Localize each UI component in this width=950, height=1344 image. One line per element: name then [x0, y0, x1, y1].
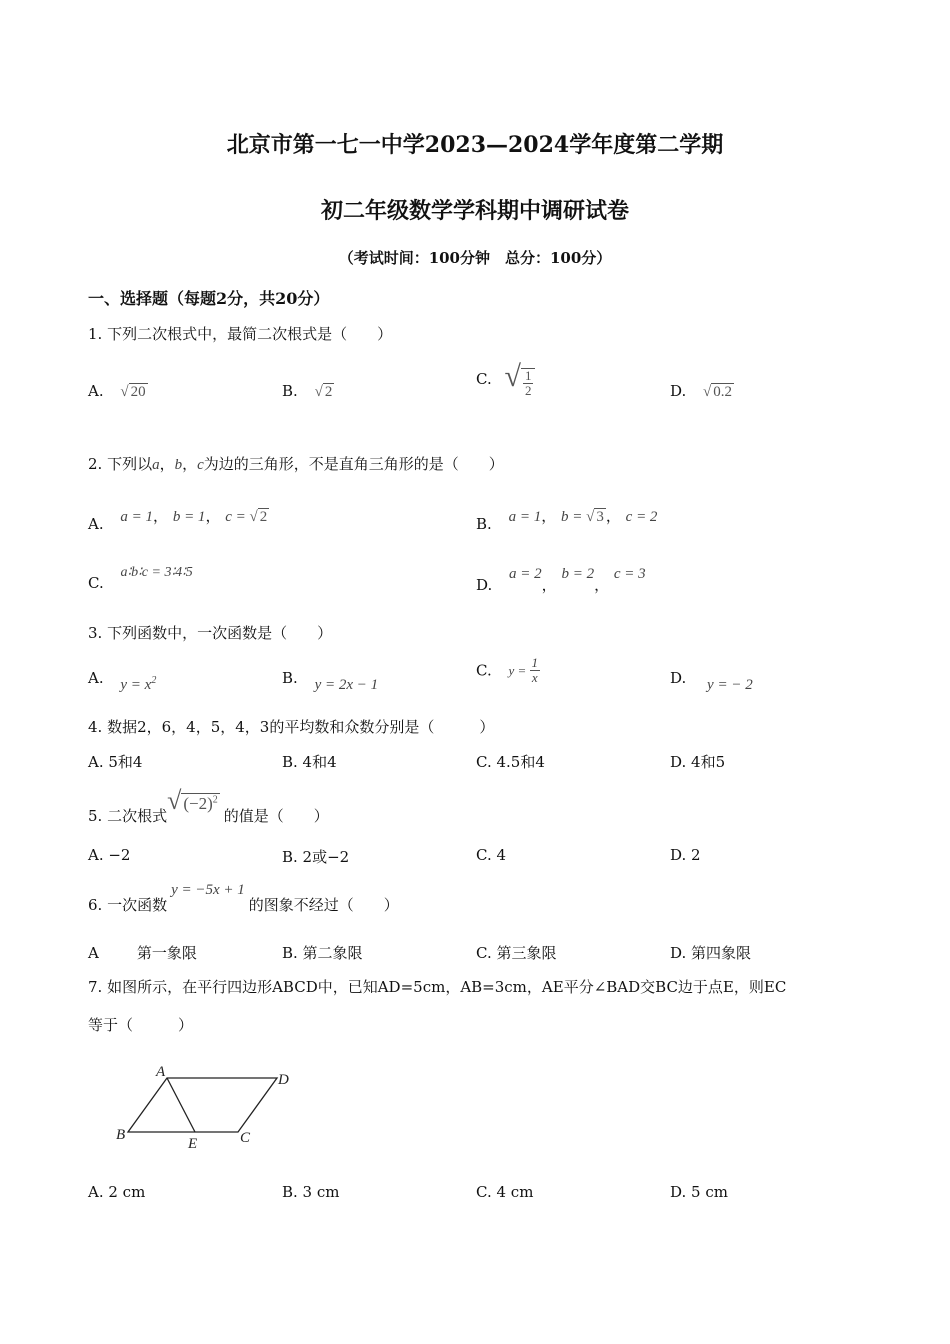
math-term: c =: [225, 509, 250, 525]
comma: ，: [205, 507, 221, 525]
sqrt-expression: √ 20: [120, 384, 146, 400]
fraction: [523, 369, 534, 398]
math-term: a∶b∶c = 3∶4∶5: [120, 565, 193, 580]
radicand: 3: [596, 509, 604, 525]
var-c: c: [197, 457, 204, 473]
option-label: B.: [282, 382, 298, 400]
q5-option-a: A. −2: [88, 846, 131, 864]
stem-text: 5. 二次根式: [88, 807, 168, 825]
stem-text: 的图象不经过（ ）: [248, 896, 399, 914]
q2-option-a: [88, 505, 269, 533]
option-label: D.: [670, 669, 687, 687]
math-term: [120, 677, 156, 693]
q7-option-a: A. 2 cm: [88, 1183, 146, 1201]
sqrt-expression: √ 2: [249, 509, 268, 525]
q4-option-b: B. 4和4: [282, 753, 337, 771]
q4-option-d: D. 4和5: [670, 753, 726, 771]
option-label: C.: [476, 369, 492, 388]
numerator: 1: [524, 367, 532, 383]
q3-option-c: [476, 656, 540, 685]
option-text: 第一象限: [136, 944, 197, 962]
segment-ae: [167, 1078, 195, 1132]
denominator: x: [531, 670, 538, 685]
comma: ，: [541, 576, 557, 594]
q7-option-b: B. 3 cm: [282, 1183, 340, 1201]
q4-option-a: A. 5和4: [88, 753, 143, 771]
q5-option-b: B. 2或−2: [282, 848, 350, 866]
exam-info: （考试时间：100分钟 总分：100分）: [338, 249, 612, 267]
math-term: a = 1: [508, 509, 542, 525]
parallelogram-abcd: [128, 1078, 277, 1132]
option-label: C.: [88, 574, 104, 592]
math-term: b = 2: [561, 566, 595, 582]
math-term: a = 2: [509, 566, 542, 582]
exam-title-line2: 初二年级数学学科期中调研试卷: [320, 198, 629, 224]
q3-stem: 3. 下列函数中，一次函数是（ ）: [88, 624, 333, 642]
stem-text: 的值是（ ）: [223, 807, 329, 825]
comma: ，: [605, 507, 621, 525]
sqrt-expression: √ 3: [586, 509, 604, 525]
option-label: D.: [476, 576, 493, 594]
label-b: B: [116, 1127, 126, 1143]
q6-option-a: [88, 942, 197, 963]
expr-text: y = x: [120, 677, 152, 693]
radicand: 20: [130, 384, 146, 400]
option-label: A.: [88, 515, 104, 533]
q2-option-d: [476, 562, 646, 594]
radicand: [181, 793, 219, 814]
q5-option-c: C. 4: [476, 846, 507, 864]
label-c: C: [240, 1130, 251, 1146]
q2-stem: [88, 453, 504, 474]
q5-option-d: D. 2: [670, 846, 701, 864]
radicand: 2: [259, 509, 268, 525]
radicand: 0.2: [713, 384, 733, 400]
q1-option-b: [282, 382, 334, 401]
math-term: b =: [561, 509, 587, 525]
q7-stem-line1: 7. 如图所示，在平行四边形ABCD中，已知AD=5cm，AB=3cm，AE平分∠BAD交BC边于点E，则EC: [88, 978, 787, 996]
numerator: 1: [531, 655, 539, 670]
stem-text: 为边的三角形，不是直角三角形的是（ ）: [203, 455, 504, 473]
section-heading-choice: 一、选择题（每题2分，共20分）: [88, 289, 330, 308]
q6-option-d: D. 第四象限: [670, 944, 752, 962]
parallelogram-figure: [110, 1060, 310, 1155]
fraction: [530, 656, 541, 685]
comma: ，: [153, 507, 169, 525]
q4-stem: 4. 数据2，6，4，5，4，3的平均数和众数分别是（ ）: [88, 718, 495, 736]
option-label: B.: [282, 669, 298, 687]
exponent: 2: [151, 675, 157, 686]
sqrt-expression: √ $(-2)^2$: [167, 786, 218, 815]
q1-option-a: [88, 382, 148, 401]
math-term: a = 1: [120, 509, 154, 525]
q1-stem: 1. 下列二次根式中，最简二次根式是（ ）: [88, 325, 393, 343]
comma: ，: [541, 507, 557, 525]
label-e: E: [188, 1136, 198, 1152]
option-label: A.: [88, 669, 104, 687]
comma: ，: [594, 576, 610, 594]
sqrt-expression: √ 0.2: [703, 384, 733, 400]
math-term: c = 2: [625, 509, 658, 525]
option-label: A: [88, 944, 99, 962]
sqrt-expression: √ 2: [314, 384, 333, 400]
q7-stem-line2: 等于（ ）: [88, 1016, 194, 1034]
q1-option-d: [670, 382, 734, 401]
q6-option-c: C. 第三象限: [476, 944, 557, 962]
var-b: b: [174, 457, 183, 473]
q3-option-b: [282, 669, 379, 693]
denominator: 2: [524, 382, 532, 398]
radicand: 2: [324, 384, 333, 400]
math-term: c = 3: [613, 566, 646, 582]
math-term: y =: [508, 662, 530, 678]
exponent: 2: [212, 794, 218, 806]
exam-title-line1: 北京市第一七一中学2023—2024学年度第二学期: [226, 132, 724, 158]
q2-option-b: [476, 505, 658, 533]
q5-stem: [88, 786, 329, 825]
q6-option-b: B. 第二象限: [282, 944, 363, 962]
q3-option-a: [88, 669, 157, 693]
comma: ，: [159, 455, 175, 473]
sqrt-expression: √ $\frac{1}{2}$: [505, 360, 536, 398]
q2-option-c: [88, 562, 193, 592]
q7-option-d: D. 5 cm: [670, 1183, 728, 1201]
radicand-text: (−2): [183, 794, 213, 813]
q1-option-c: [476, 360, 535, 398]
label-a: A: [156, 1064, 166, 1080]
option-label: C.: [476, 661, 492, 680]
math-term: y = 2x − 1: [314, 677, 379, 693]
math-term: b = 1: [172, 509, 206, 525]
option-label: B.: [476, 515, 492, 533]
label-d: D: [278, 1072, 289, 1088]
var-a: a: [152, 457, 160, 473]
q6-stem: [88, 878, 399, 914]
stem-text: 6. 一次函数: [88, 896, 168, 914]
comma: ，: [182, 455, 198, 473]
stem-text: 2. 下列以: [88, 455, 153, 473]
q3-option-d: [670, 669, 753, 693]
option-label: A.: [88, 382, 104, 400]
option-label: D.: [670, 382, 687, 400]
math-term: y = − 2: [707, 677, 753, 693]
q4-option-c: C. 4.5和4: [476, 753, 545, 771]
math-term: y = −5x + 1: [171, 882, 245, 898]
q7-option-c: C. 4 cm: [476, 1183, 534, 1201]
